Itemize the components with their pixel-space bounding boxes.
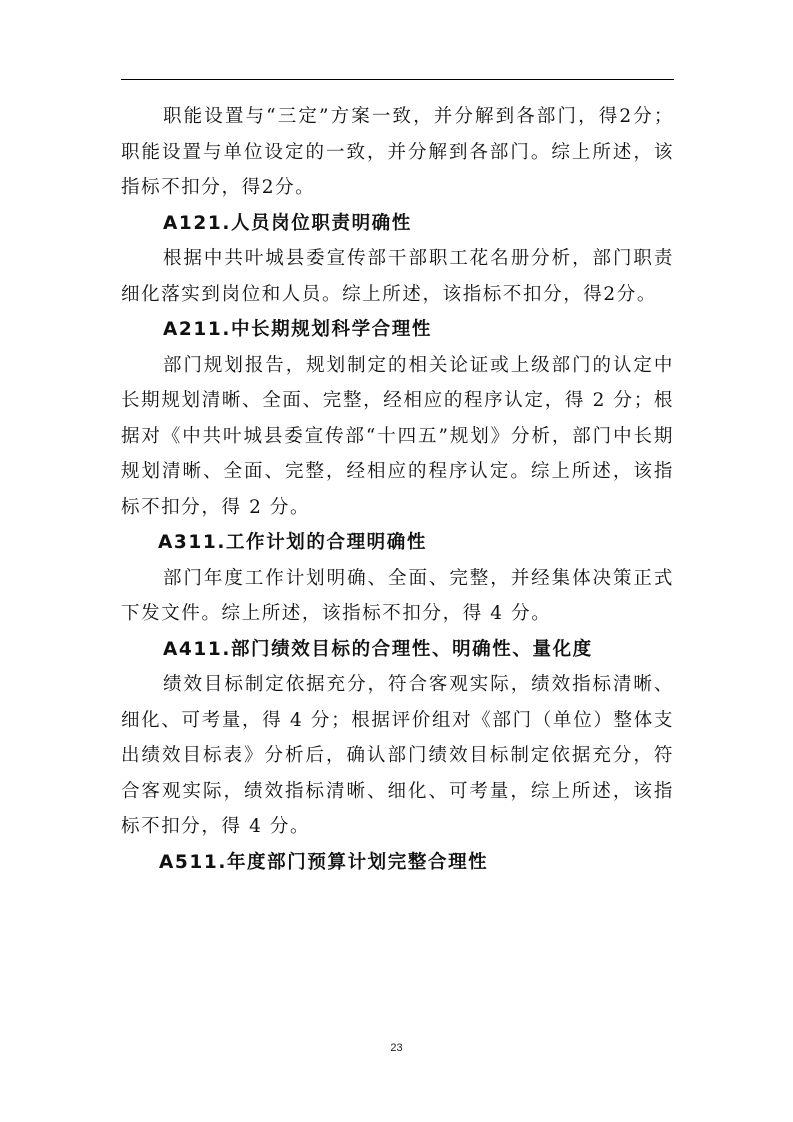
section-body-a411: 绩效目标制定依据充分，符合客观实际，绩效指标清晰、细化、可考量，得 4 分；根据评价组对《部门（单位）整体支出绩效目标表》分析后，确认部门绩效目标制定依据充分，符合客观实际，绩效指标清晰、细化、可考量，综上所述，该指标不扣分，得 4 分。	[121, 674, 674, 837]
intro-paragraph: 职能设置与“三定”方案一致，并分解到各部门，得2分；职能设置与单位设定的一致，并分解到各部门。综上所述，该指标不扣分，得2分。	[121, 106, 674, 198]
section-body-a311: 部门年度工作计划明确、全面、完整，并经集体决策正式下发文件。综上所述，该指标不扣分，得 4 分。	[121, 567, 674, 624]
section-body-a211: 部门规划报告，规划制定的相关论证或上级部门的认定中长期规划清晰、全面、完整，经相应的程序认定，得 2 分；根据对《中共叶城县委宣传部“十四五”规划》分析，部门中长期规划清晰、全面、完整，经相应的程序认定。综上所述，该指标不扣分，得 2 分。	[121, 354, 674, 518]
section-heading-a411: A411.部门绩效目标的合理性、明确性、量化度	[163, 638, 593, 660]
section-heading-a121: A121.人员岗位职责明确性	[163, 212, 412, 234]
document-body	[121, 99, 674, 880]
section-heading-a211: A211.中长期规划科学合理性	[163, 319, 432, 340]
page-number: 23	[390, 1042, 403, 1054]
header-rule	[121, 79, 674, 80]
section-heading-a511: A511.年度部门预算计划完整合理性	[159, 851, 489, 873]
section-body-a121: 根据中共叶城县委宣传部干部职工花名册分析，部门职责细化落实到岗位和人员。综上所述，该指标不扣分，得2分。	[121, 248, 674, 305]
section-heading-a311: A311.工作计划的合理明确性	[158, 532, 427, 553]
